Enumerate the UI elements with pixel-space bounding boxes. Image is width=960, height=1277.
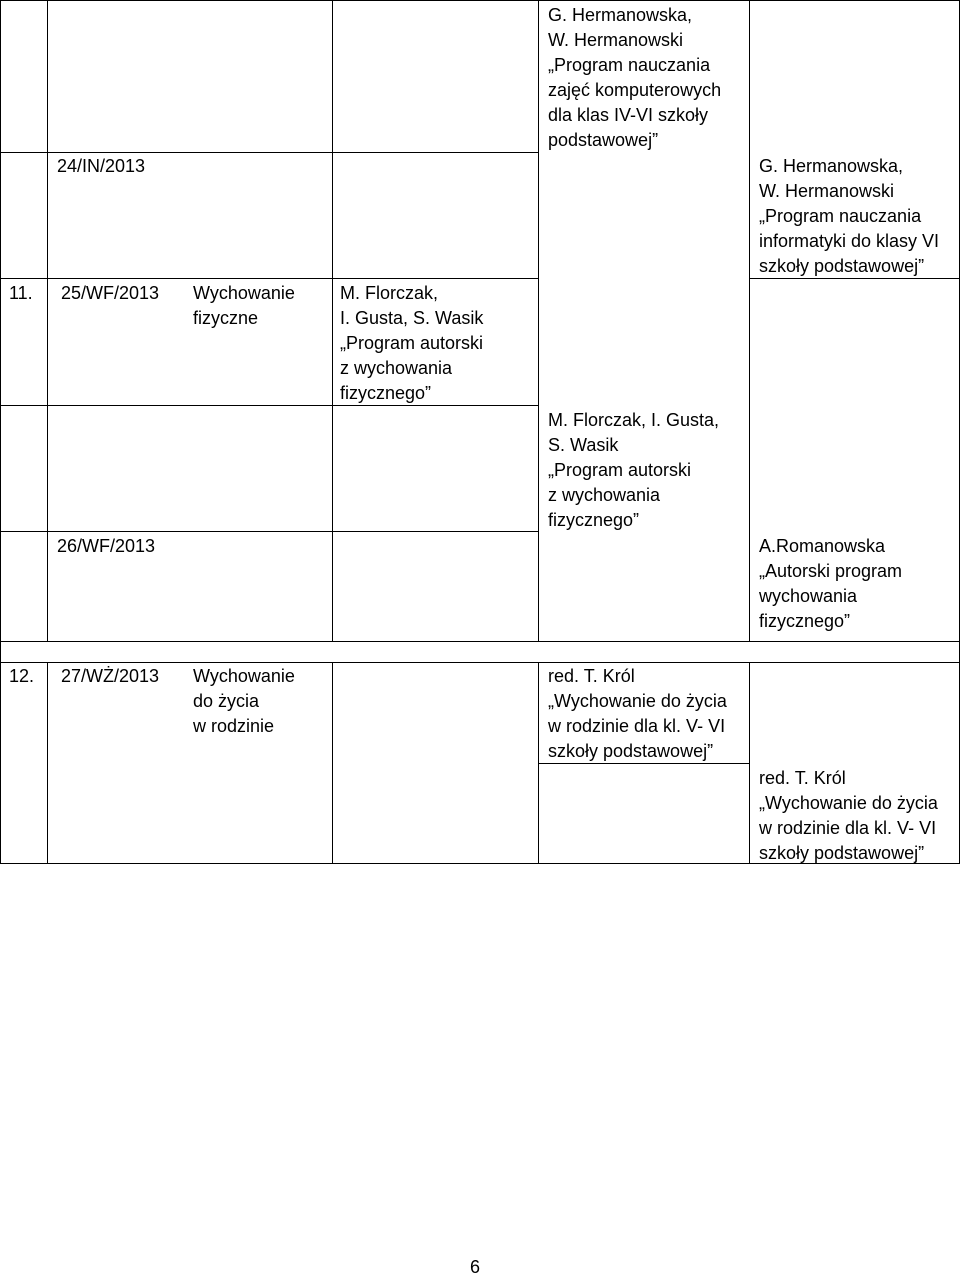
col-divider-1b (47, 662, 48, 864)
row-number: 11. (9, 283, 33, 303)
subject-line: fizyczne (193, 308, 259, 328)
table-border-top (0, 0, 960, 1)
program-line: I. Gusta, S. Wasik (340, 308, 484, 328)
program-line: informatyki do klasy VI (759, 231, 940, 251)
col-divider-2 (332, 0, 333, 642)
row-code: 27/WŻ/2013 (61, 666, 160, 686)
program-line: szkoły podstawowej” (759, 256, 925, 276)
program-line: zajęć komputerowych (548, 80, 722, 100)
row-number: 12. (9, 666, 35, 686)
program-line: W. Hermanowski (548, 30, 684, 50)
row-code: 24/IN/2013 (57, 156, 146, 176)
program-line: G. Hermanowska, (759, 156, 904, 176)
program-line: dla klas IV-VI szkoły (548, 105, 709, 125)
program-line: W. Hermanowski (759, 181, 895, 201)
col-divider-2b (332, 662, 333, 864)
program-line: red. T. Król (548, 666, 635, 686)
program-line: „Program nauczania (548, 55, 711, 75)
subject-line: w rodzinie (193, 716, 275, 736)
program-line: S. Wasik (548, 435, 619, 455)
program-line: wychowania (759, 586, 858, 606)
table-border-left (0, 0, 1, 864)
col-divider-1 (47, 0, 48, 642)
program-line: z wychowania (340, 358, 453, 378)
row-divider-b (0, 278, 538, 279)
col-divider-3 (538, 0, 539, 642)
program-line: fizycznego” (548, 510, 640, 530)
subject-line: Wychowanie (193, 283, 295, 303)
program-line: „Program autorski (340, 333, 484, 353)
program-line: z wychowania (548, 485, 661, 505)
program-line: w rodzinie dla kl. V- VI (548, 716, 726, 736)
program-line: fizycznego” (759, 611, 851, 631)
program-line: w rodzinie dla kl. V- VI (759, 818, 937, 838)
program-line: podstawowej” (548, 130, 659, 150)
subject-line: Wychowanie (193, 666, 295, 686)
program-line: red. T. Król (759, 768, 846, 788)
subject-line: do życia (193, 691, 260, 711)
program-line: G. Hermanowska, (548, 5, 693, 25)
program-line: fizycznego” (340, 383, 432, 403)
program-line: szkoły podstawowej” (759, 843, 925, 863)
program-line: „Program nauczania (759, 206, 922, 226)
program-line: „Autorski program (759, 561, 903, 581)
program-line: szkoły podstawowej” (548, 741, 714, 761)
row-divider-d (0, 531, 538, 532)
program-line: M. Florczak, (340, 283, 439, 303)
row-divider-a (0, 152, 538, 153)
row-divider-e (0, 641, 960, 642)
row-divider-c0 (0, 405, 332, 406)
program-line: „Wychowanie do życia (759, 793, 938, 813)
program-line: M. Florczak, I. Gusta, (548, 410, 720, 430)
program-line: A.Romanowska (759, 536, 886, 556)
row-divider-f (0, 662, 960, 663)
row-code: 26/WF/2013 (57, 536, 156, 556)
row-code: 25/WF/2013 (61, 283, 160, 303)
program-line: „Program autorski (548, 460, 692, 480)
program-line: „Wychowanie do życia (548, 691, 727, 711)
col-divider-4 (749, 0, 750, 642)
col-divider-4b (749, 662, 750, 864)
page-number: 6 (470, 1257, 481, 1277)
